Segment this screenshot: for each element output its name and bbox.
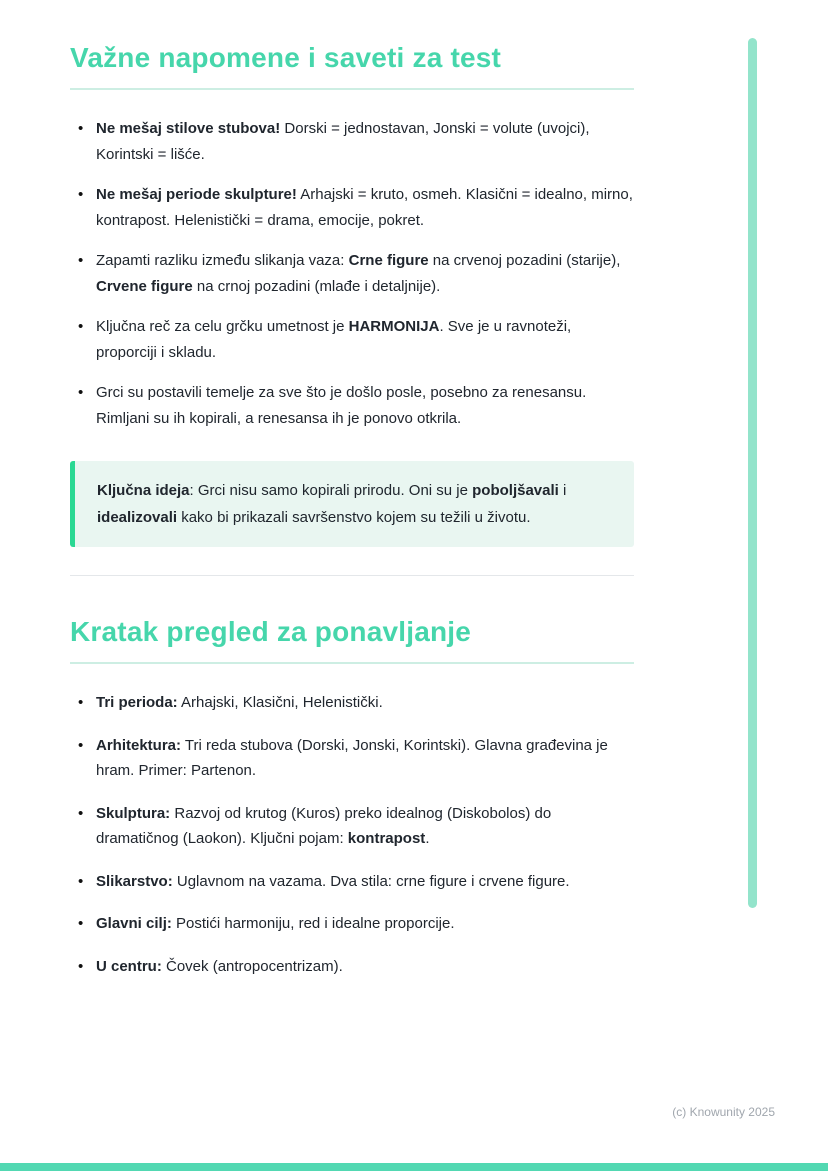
- list-item: • Grci su postavili temelje za sve što je došlo posle, posebno za renesansu. Rimljani su ih kopirali, a renesansa ih je ponovo otkrila.: [70, 380, 634, 431]
- list-item: • Tri perioda: Arhajski, Klasični, Helenistički.: [70, 690, 634, 716]
- list-item: • Ne mešaj periode skulpture! Arhajski = kruto, osmeh. Klasični = idealno, mirno, kontrapost. Helenistički = drama, emocije, pokret.: [70, 182, 634, 233]
- list-item: • Arhitektura: Tri reda stubova (Dorski, Jonski, Korintski). Glavna građevina je hram. Primer: Partenon.: [70, 733, 634, 784]
- list-item: • Glavni cilj: Postići harmoniju, red i idealne proporcije.: [70, 911, 634, 937]
- list-item: • Ne mešaj stilove stubova! Dorski = jednostavan, Jonski = volute (uvojci), Korintski = lišće.: [70, 116, 634, 167]
- section-divider: [70, 575, 634, 576]
- list-item: • U centru: Čovek (antropocentrizam).: [70, 954, 634, 980]
- list-item: • Skulptura: Razvoj od krutog (Kuros) preko idealnog (Diskobolos) do dramatičnog (Laokon). Ključni pojam: kontrapost.: [70, 801, 634, 852]
- callout-text: Ključna ideja: Grci nisu samo kopirali prirodu. Oni su je poboljšavali i idealizovali kako bi prikazali savršenstvo kojem su težili u životu.: [97, 482, 567, 526]
- section-summary: [70, 616, 634, 979]
- list-item: • Slikarstvo: Uglavnom na vazama. Dva stila: crne figure i crvene figure.: [70, 869, 634, 895]
- side-accent-bar: [748, 38, 757, 908]
- list-item: • Ključna reč za celu grčku umetnost je HARMONIJA. Sve je u ravnoteži, proporciji i skladu.: [70, 314, 634, 365]
- key-idea-callout: [70, 461, 634, 547]
- summary-section-title: Kratak pregled za ponavljanje: [70, 616, 634, 664]
- summary-list: [70, 690, 634, 979]
- notes-section-title: Važne napomene i saveti za test: [70, 42, 634, 90]
- footer-credit: (c) Knowunity 2025: [672, 1105, 775, 1119]
- notes-list: [70, 116, 634, 431]
- list-item: • Zapamti razliku između slikanja vaza: Crne figure na crvenoj pozadini (starije), Crvene figure na crnoj pozadini (mlađe i detaljnije).: [70, 248, 634, 299]
- bottom-accent-bar: [0, 1163, 828, 1171]
- section-notes: [70, 42, 634, 547]
